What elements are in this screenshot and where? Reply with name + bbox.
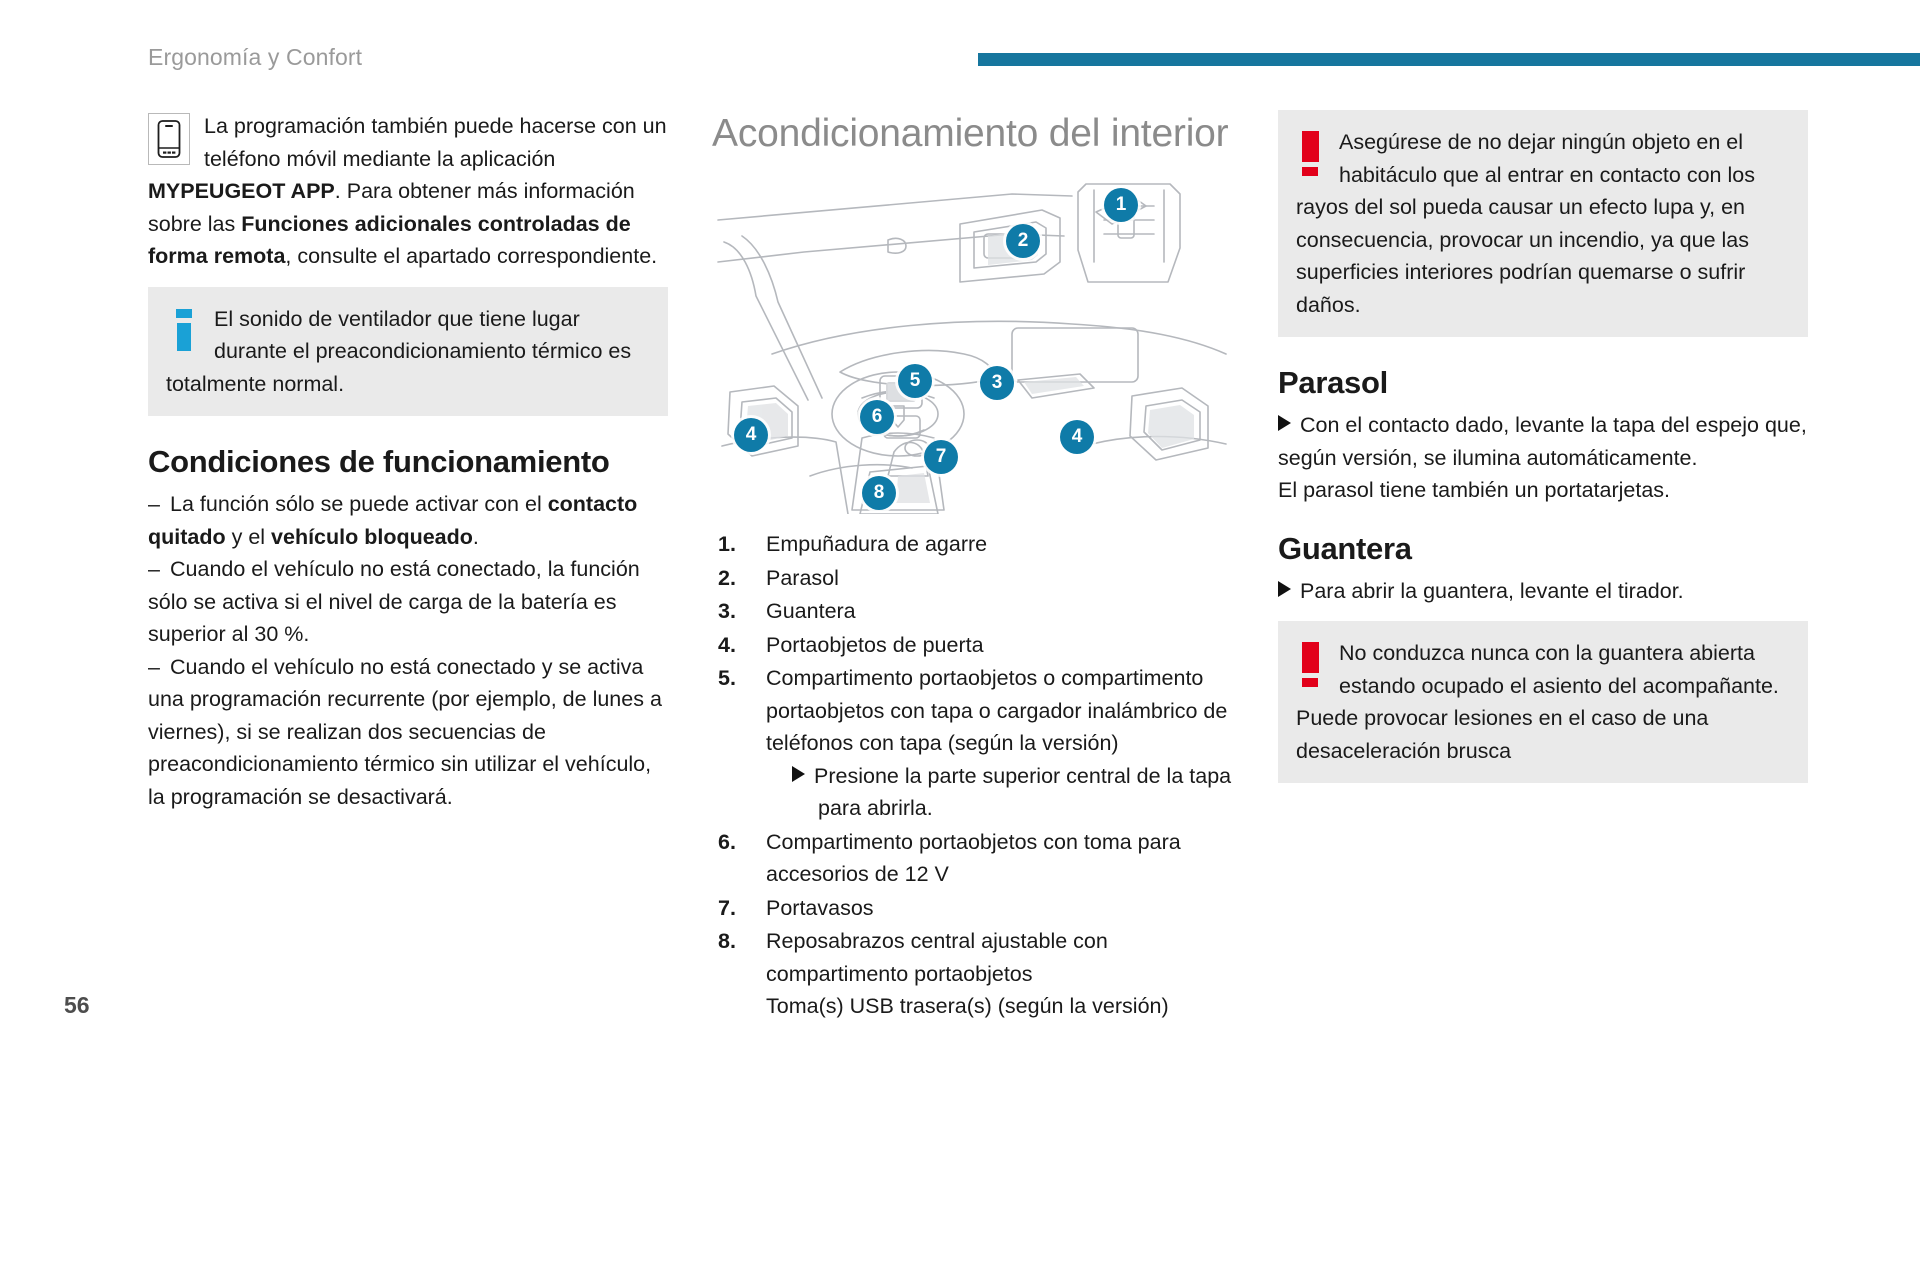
bullet-2: – Cuando el vehículo no está conectado, la función sólo se activa si el nivel de carga de la batería es superior al 30 %. <box>148 557 640 646</box>
phone-note-line3-prefix: aplicación <box>459 146 556 171</box>
phone-note-line1: La programación también puede hacerse <box>204 114 597 138</box>
bullet-1-suffix: . <box>472 524 479 549</box>
interior-feature-list <box>712 528 1232 1023</box>
list-item <box>712 528 1232 561</box>
diagram-badge-4-right: 4 <box>1060 420 1094 454</box>
guantera-action <box>1278 575 1808 608</box>
bullet-3-text: Cuando el vehículo no está conectado y se activa una programación recurrente (por ejemplo, de lunes a viernes), si se realizan dos secuencias de preacondicionamiento térmico sin utilizar el vehículo, la programación se desactivará. <box>148 654 662 809</box>
diagram-badge-5: 5 <box>898 364 932 398</box>
bullet-1-prefix: La función sólo se puede activar con el <box>170 492 548 516</box>
column-left <box>148 110 668 813</box>
list-item-extra: Toma(s) USB trasera(s) (según la versión) <box>766 994 1169 1018</box>
list-item-text: Reposabrazos central ajustable con compartimento portaobjetos <box>766 929 1108 986</box>
warning-box-sun <box>1278 110 1808 337</box>
action-arrow-icon <box>1278 415 1291 431</box>
info-note-box <box>148 287 668 417</box>
parasol-action-text: Con el contacto dado, levante la tapa del espejo que, según versión, se ilumina automáticamente. <box>1278 413 1807 470</box>
action-arrow-icon <box>1278 581 1291 597</box>
list-item <box>712 595 1232 628</box>
list-item <box>712 629 1232 662</box>
diagram-badge-7: 7 <box>924 440 958 474</box>
list-item <box>712 892 1232 925</box>
list-item-text: Empuñadura de agarre <box>766 532 988 556</box>
bullet-1: – La función sólo se puede activar con el contacto quitado y el vehículo bloqueado. <box>148 492 638 549</box>
heading-parasol: Parasol <box>1278 365 1388 400</box>
bullet-2-text: Cuando el vehículo no está conectado, la función sólo se activa si el nivel de carga de la batería es superior al 30 %. <box>148 557 640 646</box>
car-interior-diagram <box>712 176 1232 514</box>
warning-box-sun-text: Asegúrese de no dejar ningún objeto en el habitáculo que al entrar en contacto con los rayos del sol pueda causar un efecto lupa y, en consecuencia, provocar un incendio, ya que las superficies interiores podrían quemarse o sufrir daños. <box>1296 130 1755 317</box>
bullet-1-mid: y el <box>225 524 272 549</box>
phone-app-note <box>148 110 668 273</box>
page-title: Acondicionamiento del interior <box>712 112 1229 155</box>
diagram-badge-2: 2 <box>1006 224 1040 258</box>
warning-box-glovebox-text: No conduzca nunca con la guantera abierta estando ocupado el asiento del acompañante. Puede provocar lesiones en el caso de una desaceleración brusca <box>1296 641 1779 763</box>
list-item <box>712 662 1232 825</box>
parasol-paragraph: El parasol tiene también un portatarjetas. <box>1278 478 1671 502</box>
diagram-badge-1: 1 <box>1104 188 1138 222</box>
bullet-1-bold-1: contacto quitado <box>148 492 638 549</box>
heading-condiciones: Condiciones de funcionamiento <box>148 444 610 479</box>
warning-icon <box>1302 642 1319 687</box>
header-accent-rule <box>978 53 1920 66</box>
list-item-text: Compartimento portaobjetos con toma para accesorios de 12 V <box>766 829 1181 886</box>
list-item-text: Portaobjetos de puerta <box>766 632 984 657</box>
mobile-phone-icon <box>148 113 190 165</box>
column-right <box>1278 110 1808 793</box>
list-item <box>712 826 1232 891</box>
phone-note-line4: Para obtener más información sobre las <box>148 179 635 236</box>
list-item-action-text: Presione la parte superior central de la tapa para abrirla. <box>814 763 1232 820</box>
phone-note-feature-name: Funciones adicionales controladas de forma remota <box>148 211 631 268</box>
list-item <box>712 925 1232 1023</box>
diagram-badge-4-left: 4 <box>734 418 768 452</box>
heading-guantera: Guantera <box>1278 530 1412 566</box>
list-item-text: Portavasos <box>766 895 874 920</box>
page-number: 56 <box>64 992 90 1018</box>
phone-note-line3-suffix: . <box>334 179 341 203</box>
info-icon <box>176 309 192 351</box>
list-item-text: Guantera <box>766 599 856 623</box>
diagram-badge-8: 8 <box>862 476 896 510</box>
list-item <box>712 562 1232 595</box>
list-item-text: Compartimento portaobjetos o compartimento portaobjetos con tapa o cargador inalámbrico de teléfonos con tapa (según la versión) <box>766 666 1228 755</box>
info-note-text: El sonido de ventilador que tiene lugar durante el preacondicionamiento térmico es totalmente normal. <box>166 306 632 396</box>
list-item-action <box>792 760 1232 825</box>
bullet-3: – Cuando el vehículo no está conectado y se activa una programación recurrente (por ejemplo, de lunes a viernes), si se realizan dos secuencias de preacondicionamiento térmico sin utilizar el vehículo, la programación se desactivará. <box>148 654 662 809</box>
diagram-badge-6: 6 <box>860 400 894 434</box>
column-middle <box>712 110 1232 1024</box>
diagram-badge-3: 3 <box>980 366 1014 400</box>
list-item-text: Parasol <box>766 565 839 590</box>
bullet-1-bold-2: vehículo bloqueado <box>271 524 473 549</box>
warning-box-glovebox <box>1278 621 1808 783</box>
guantera-action-text: Para abrir la guantera, levante el tirador. <box>1300 578 1684 603</box>
parasol-action <box>1278 409 1808 474</box>
running-head: Ergonomía y Confort <box>148 44 363 70</box>
phone-note-line4-suffix: , consulte el apartado correspondiente. <box>285 244 658 268</box>
action-arrow-icon <box>792 766 805 782</box>
phone-note-line2: con un teléfono móvil mediante la <box>204 114 667 171</box>
phone-note-app-name: MYPEUGEOT APP <box>148 179 335 203</box>
warning-icon <box>1302 131 1319 176</box>
